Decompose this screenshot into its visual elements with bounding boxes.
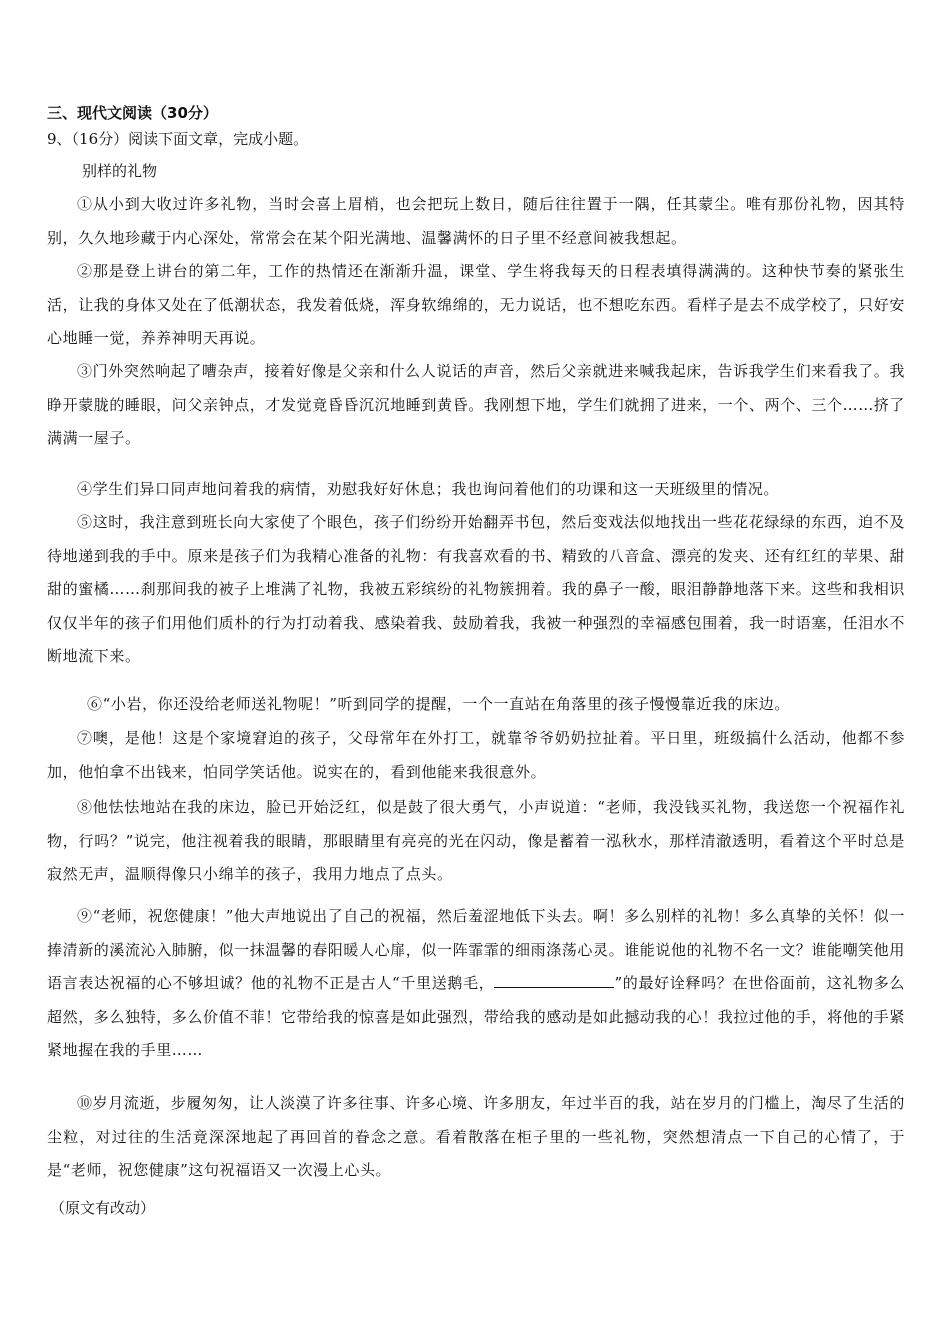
paragraph-9 [47,900,905,1068]
fill-in-blank [494,973,614,988]
paragraph-9-part-2: ”的最好诠释吗？在世俗面前，这礼物多么超然，多么独特，多么价值不菲！它带给我的惊喜是如此强烈，带给我的感动是如此撼动我的心！我拉过他的手，将他的手紧紧地握在我的手里…… [47,974,906,1059]
question-prompt: 9、（16分）阅读下面文章，完成小题。 [47,130,309,148]
paragraph-10: ⑩岁月流逝，步履匆匆，让人淡漠了许多往事、许多心境、许多朋友，年过半百的我，站在岁月的门槛上，淘尽了生活的尘粒，对过往的生活竟深深地起了再回首的眷念之意。看着散落在柜子里的一些礼物，突然想清点一下自己的心情了，于是“老师，祝您健康”这句祝福语又一次漫上心头。 [47,1094,905,1179]
paragraph-5: ⑤这时，我注意到班长向大家使了个眼色，孩子们纷纷开始翻弄书包，然后变戏法似地找出一些花花绿绿的东西，迫不及待地递到我的手中。原来是孩子们为我精心准备的礼物：有我喜欢看的书、精致的八音盒、漂亮的发夹、还有红红的苹果、甜甜的蜜橘……刹那间我的被子上堆满了礼物，我被五彩缤纷的礼物簇拥着。我的鼻子一酸，眼泪静静地落下来。这些和我相识仅仅半年的孩子们用他们质朴的行为打动着我、感染着我、鼓励着我，我被一种强烈的幸福感包围着，我一时语塞，任泪水不断地流下来。 [47,513,906,665]
article-title: 别样的礼物 [82,162,158,180]
source-note: （原文有改动） [50,1199,156,1217]
paragraph-7: ⑦噢，是他！这是个家境窘迫的孩子，父母常年在外打工，就靠爷爷奶奶拉扯着。平日里，班级搞什么活动，他都不参加，他怕拿不出钱来，怕同学笑话他。说实在的，看到他能来我很意外。 [47,729,905,781]
section-heading: 三、现代文阅读（30分） [47,104,218,122]
paragraph-9-part-1: ⑨“老师，祝您健康！”他大声地说出了自己的祝福，然后羞涩地低下头去。啊！多么别样的礼物！多么真挚的关怀！似一捧清新的溪流沁入肺腑，似一抹温馨的春阳暖人心扉，似一阵霏霏的细雨涤荡心灵。谁能说他的礼物不名一文？谁能嘲笑他用语言表达祝福的心不够坦诚？他的礼物不正是古人“千里送鹅毛， [47,907,906,992]
paragraph-8: ⑧他怯怯地站在我的床边，脸已开始泛红，似是鼓了很大勇气，小声说道：“老师，我没钱买礼物，我送您一个祝福作礼物，行吗？”说完，他注视着我的眼睛，那眼睛里有亮亮的光在闪动，像是蓄着一泓秋水，那样清澈透明，看着这个平时总是寂然无声，温顺得像只小绵羊的孩子，我用力地点了点头。 [47,798,905,883]
paragraph-6: ⑥“小岩，你还没给老师送礼物呢！”听到同学的提醒，一个一直站在角落里的孩子慢慢靠近我的床边。 [87,695,790,713]
paragraph-3: ③门外突然响起了嘈杂声，接着好像是父亲和什么人说话的声音，然后父亲就进来喊我起床，告诉我学生们来看我了。我睁开蒙胧的睡眼，问父亲钟点，才发觉竟昏昏沉沉地睡到黄昏。我刚想下地，学生们就拥了进来，一个、两个、三个……挤了满满一屋子。 [47,362,906,447]
paragraph-1: ①从小到大收过许多礼物，当时会喜上眉梢，也会把玩上数日，随后往往置于一隅，任其蒙尘。唯有那份礼物，因其特别，久久地珍藏于内心深处，常常会在某个阳光满地、温馨满怀的日子里不经意间被我想起。 [47,195,905,247]
paragraph-4: ④学生们异口同声地问着我的病情，劝慰我好好休息；我也询问着他们的功课和这一天班级里的情况。 [77,480,780,498]
paragraph-2: ②那是登上讲台的第二年，工作的热情还在渐渐升温，课堂、学生将我每天的日程表填得满满的。这种快节奏的紧张生活，让我的身体又处在了低潮状态，我发着低烧，浑身软绵绵的，无力说话，也不想吃东西。看样子是去不成学校了，只好安心地睡一觉，养养神明天再说。 [47,262,906,347]
